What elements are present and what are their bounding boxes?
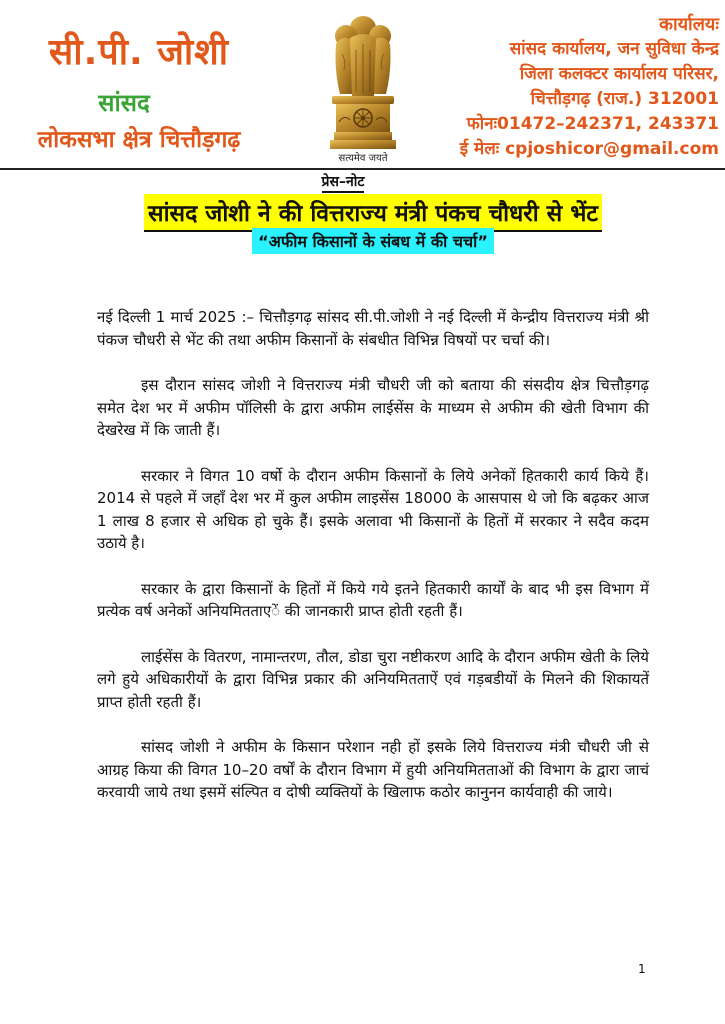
body-paragraph-3: सरकार ने विगत 10 वर्षो के दौरान अफीम किसानों के लिये अनेकों हितकारी कार्य किये हैं। 2014 से पहले में जहाँ देश भर में कुल अफीम लाइसेंस 18000 के आसपास थे जो कि बढ़कर आज 1 लाख 8 हजार से अधिक हो चुके हैं। इसके अलावा भी किसानों के हितों में सरकार ने सदैव कदम उठाये है। (97, 466, 649, 552)
body-paragraph-5: लाईसेंस के वितरण, नामान्तरण, तौल, डोडा चुरा नष्टीकरण आदि के दौरान अफीम खेती के लिये लगे हुये अधिकारीयों के द्वारा विभिन्न प्रकार की अनियमितताऐं एवं गड़बडीयों के मिलने की शिकायतें प्राप्त होती रहती हैं। (97, 647, 649, 711)
press-subheadline: “अफीम किसानों के संबध में की चर्चा” (252, 228, 494, 254)
office-email: ई मेलः cpjoshicor@gmail.com (459, 139, 719, 159)
body-paragraph-2: इस दौरान सांसद जोशी ने वित्तराज्य मंत्री चौधरी जी को बताया की संसदीय क्षेत्र चित्तौड़गढ़ समेत देश भर में अफीम पॉलिसी के द्वारा अफीम लाईसेंस के माध्यम से अफीम की खेती विभाग की देखरेख में कि जाती हैं। (97, 376, 649, 439)
press-body (97, 306, 649, 827)
mp-constituency: लोकसभा क्षेत्र चित्तौड़गढ़ (37, 127, 241, 153)
body-paragraph-1: नई दिल्ली 1 मार्च 2025 :– चित्तौड़गढ़ सांसद सी.पी.जोशी ने नई दिल्ली में केन्द्रीय वित्तराज्य मंत्री श्री पंकज चौधरी से भेंट की तथा अफीम किसानों के संबधीत विभिन्न विषयों पर चर्चा की। (97, 308, 649, 349)
emblem-motto: सत्यमेव जयते (338, 153, 388, 164)
body-paragraph-6: सांसद जोशी ने अफीम के किसान परेशान नही हों इसके लिये वित्तराज्य मंत्री चौधरी जी से आग्रह किया की विगत 10–20 वर्षों के दौरान विभाग में हुयी अनियमितताओं की विभाग के द्वारा जाचं करवायी जाये तथा इसमें संल्पित व दोषी व्यक्तियों के खिलाफ कठोर कानुनन कार्यवाही की जाये। (97, 738, 649, 801)
office-heading: कार्यालयः (659, 14, 719, 35)
office-phone: फोनः01472–242371, 243371 (466, 114, 719, 134)
office-line-3: चित्तौड़गढ़ (राज.) 312001 (530, 89, 719, 109)
press-note-label-text: प्रेस–नोट (322, 174, 365, 193)
office-line-1: सांसद कार्यालय, जन सुविधा केन्द्र (509, 39, 719, 59)
national-emblem-icon (322, 10, 404, 152)
letterhead-divider (0, 168, 725, 170)
mp-name: सी.पी. जोशी (48, 32, 230, 73)
office-address (449, 12, 719, 162)
mp-role: सांसद (98, 89, 150, 117)
headline-container (0, 194, 725, 232)
subheadline-container (0, 228, 725, 254)
press-headline: सांसद जोशी ने की वित्तराज्य मंत्री पंकच चौधरी से भेंट (144, 194, 602, 232)
page-number: 1 (638, 962, 646, 976)
press-note-label (0, 172, 686, 191)
body-paragraph-4: सरकार के द्वारा किसानों के हितों में किये गये इतने हितकारी कार्यों के बाद भी इस विभाग में प्रत्येक वर्ष अनेकों अनियमितताएें की जानकारी प्राप्त होती रहती हैं। (97, 579, 649, 620)
office-line-2: जिला कलक्टर कार्यालय परिसर, (519, 64, 719, 84)
